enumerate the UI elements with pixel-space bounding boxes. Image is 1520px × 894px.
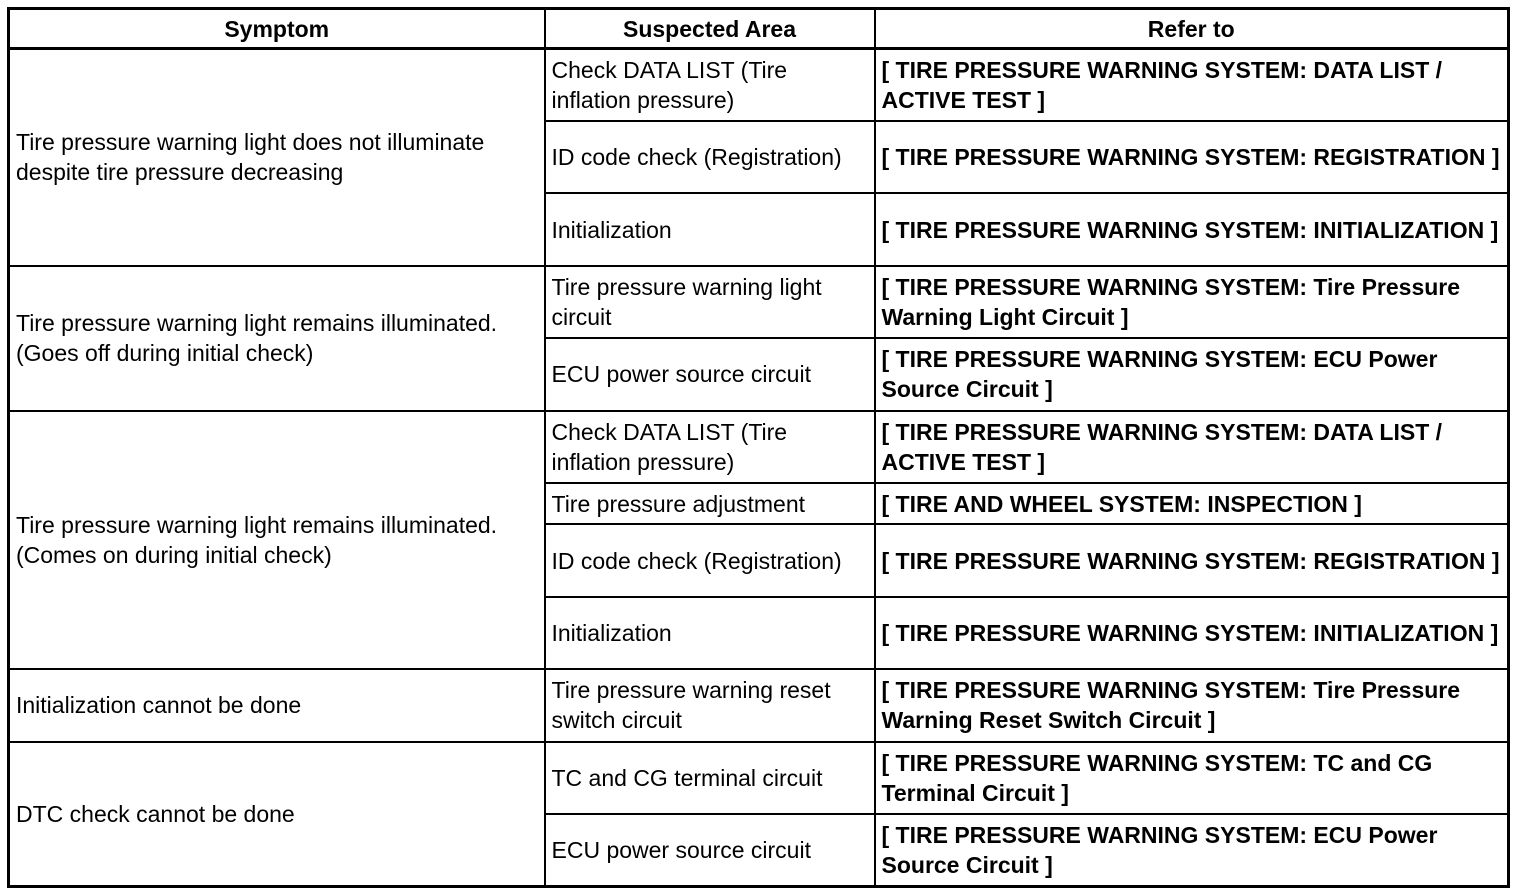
- refer-link[interactable]: [ TIRE PRESSURE WARNING SYSTEM: INITIALIZATION ]: [875, 597, 1509, 669]
- refer-link[interactable]: [ TIRE PRESSURE WARNING SYSTEM: ECU Power Source Circuit ]: [875, 814, 1509, 887]
- header-symptom: Symptom: [9, 9, 545, 49]
- refer-link[interactable]: [ TIRE PRESSURE WARNING SYSTEM: REGISTRATION ]: [875, 121, 1509, 193]
- suspected-area-cell: Check DATA LIST (Tire inflation pressure): [545, 411, 875, 483]
- suspected-area-cell: Initialization: [545, 597, 875, 669]
- suspected-area-cell: Tire pressure adjustment: [545, 483, 875, 524]
- refer-link[interactable]: [ TIRE PRESSURE WARNING SYSTEM: INITIALIZATION ]: [875, 193, 1509, 265]
- symptom-cell: DTC check cannot be done: [9, 742, 545, 887]
- refer-link[interactable]: [ TIRE PRESSURE WARNING SYSTEM: ECU Power Source Circuit ]: [875, 338, 1509, 410]
- header-refer-to: Refer to: [875, 9, 1509, 49]
- troubleshooting-table: [7, 7, 1510, 888]
- suspected-area-cell: ECU power source circuit: [545, 338, 875, 410]
- refer-link[interactable]: [ TIRE PRESSURE WARNING SYSTEM: DATA LIST / ACTIVE TEST ]: [875, 49, 1509, 121]
- suspected-area-cell: Tire pressure warning light circuit: [545, 266, 875, 338]
- refer-link[interactable]: [ TIRE PRESSURE WARNING SYSTEM: DATA LIST / ACTIVE TEST ]: [875, 411, 1509, 483]
- refer-link[interactable]: [ TIRE PRESSURE WARNING SYSTEM: Tire Pressure Warning Light Circuit ]: [875, 266, 1509, 338]
- refer-link[interactable]: [ TIRE AND WHEEL SYSTEM: INSPECTION ]: [875, 483, 1509, 524]
- symptom-cell: Tire pressure warning light does not illuminate despite tire pressure decreasing: [9, 49, 545, 266]
- symptom-cell: Tire pressure warning light remains illuminated. (Goes off during initial check): [9, 266, 545, 411]
- suspected-area-cell: Check DATA LIST (Tire inflation pressure): [545, 49, 875, 121]
- suspected-area-cell: Initialization: [545, 193, 875, 265]
- suspected-area-cell: TC and CG terminal circuit: [545, 742, 875, 814]
- suspected-area-cell: Tire pressure warning reset switch circuit: [545, 669, 875, 741]
- suspected-area-cell: ECU power source circuit: [545, 814, 875, 887]
- suspected-area-cell: ID code check (Registration): [545, 524, 875, 596]
- refer-link[interactable]: [ TIRE PRESSURE WARNING SYSTEM: Tire Pressure Warning Reset Switch Circuit ]: [875, 669, 1509, 741]
- refer-link[interactable]: [ TIRE PRESSURE WARNING SYSTEM: REGISTRATION ]: [875, 524, 1509, 596]
- symptom-cell: Initialization cannot be done: [9, 669, 545, 741]
- table-row: [9, 742, 1509, 814]
- suspected-area-cell: ID code check (Registration): [545, 121, 875, 193]
- header-suspected-area: Suspected Area: [545, 9, 875, 49]
- refer-link[interactable]: [ TIRE PRESSURE WARNING SYSTEM: TC and CG Terminal Circuit ]: [875, 742, 1509, 814]
- table-row: [9, 411, 1509, 483]
- table-row: [9, 669, 1509, 741]
- table-row: [9, 49, 1509, 121]
- symptom-cell: Tire pressure warning light remains illuminated. (Comes on during initial check): [9, 411, 545, 670]
- table-row: [9, 266, 1509, 338]
- header-row: [9, 9, 1509, 49]
